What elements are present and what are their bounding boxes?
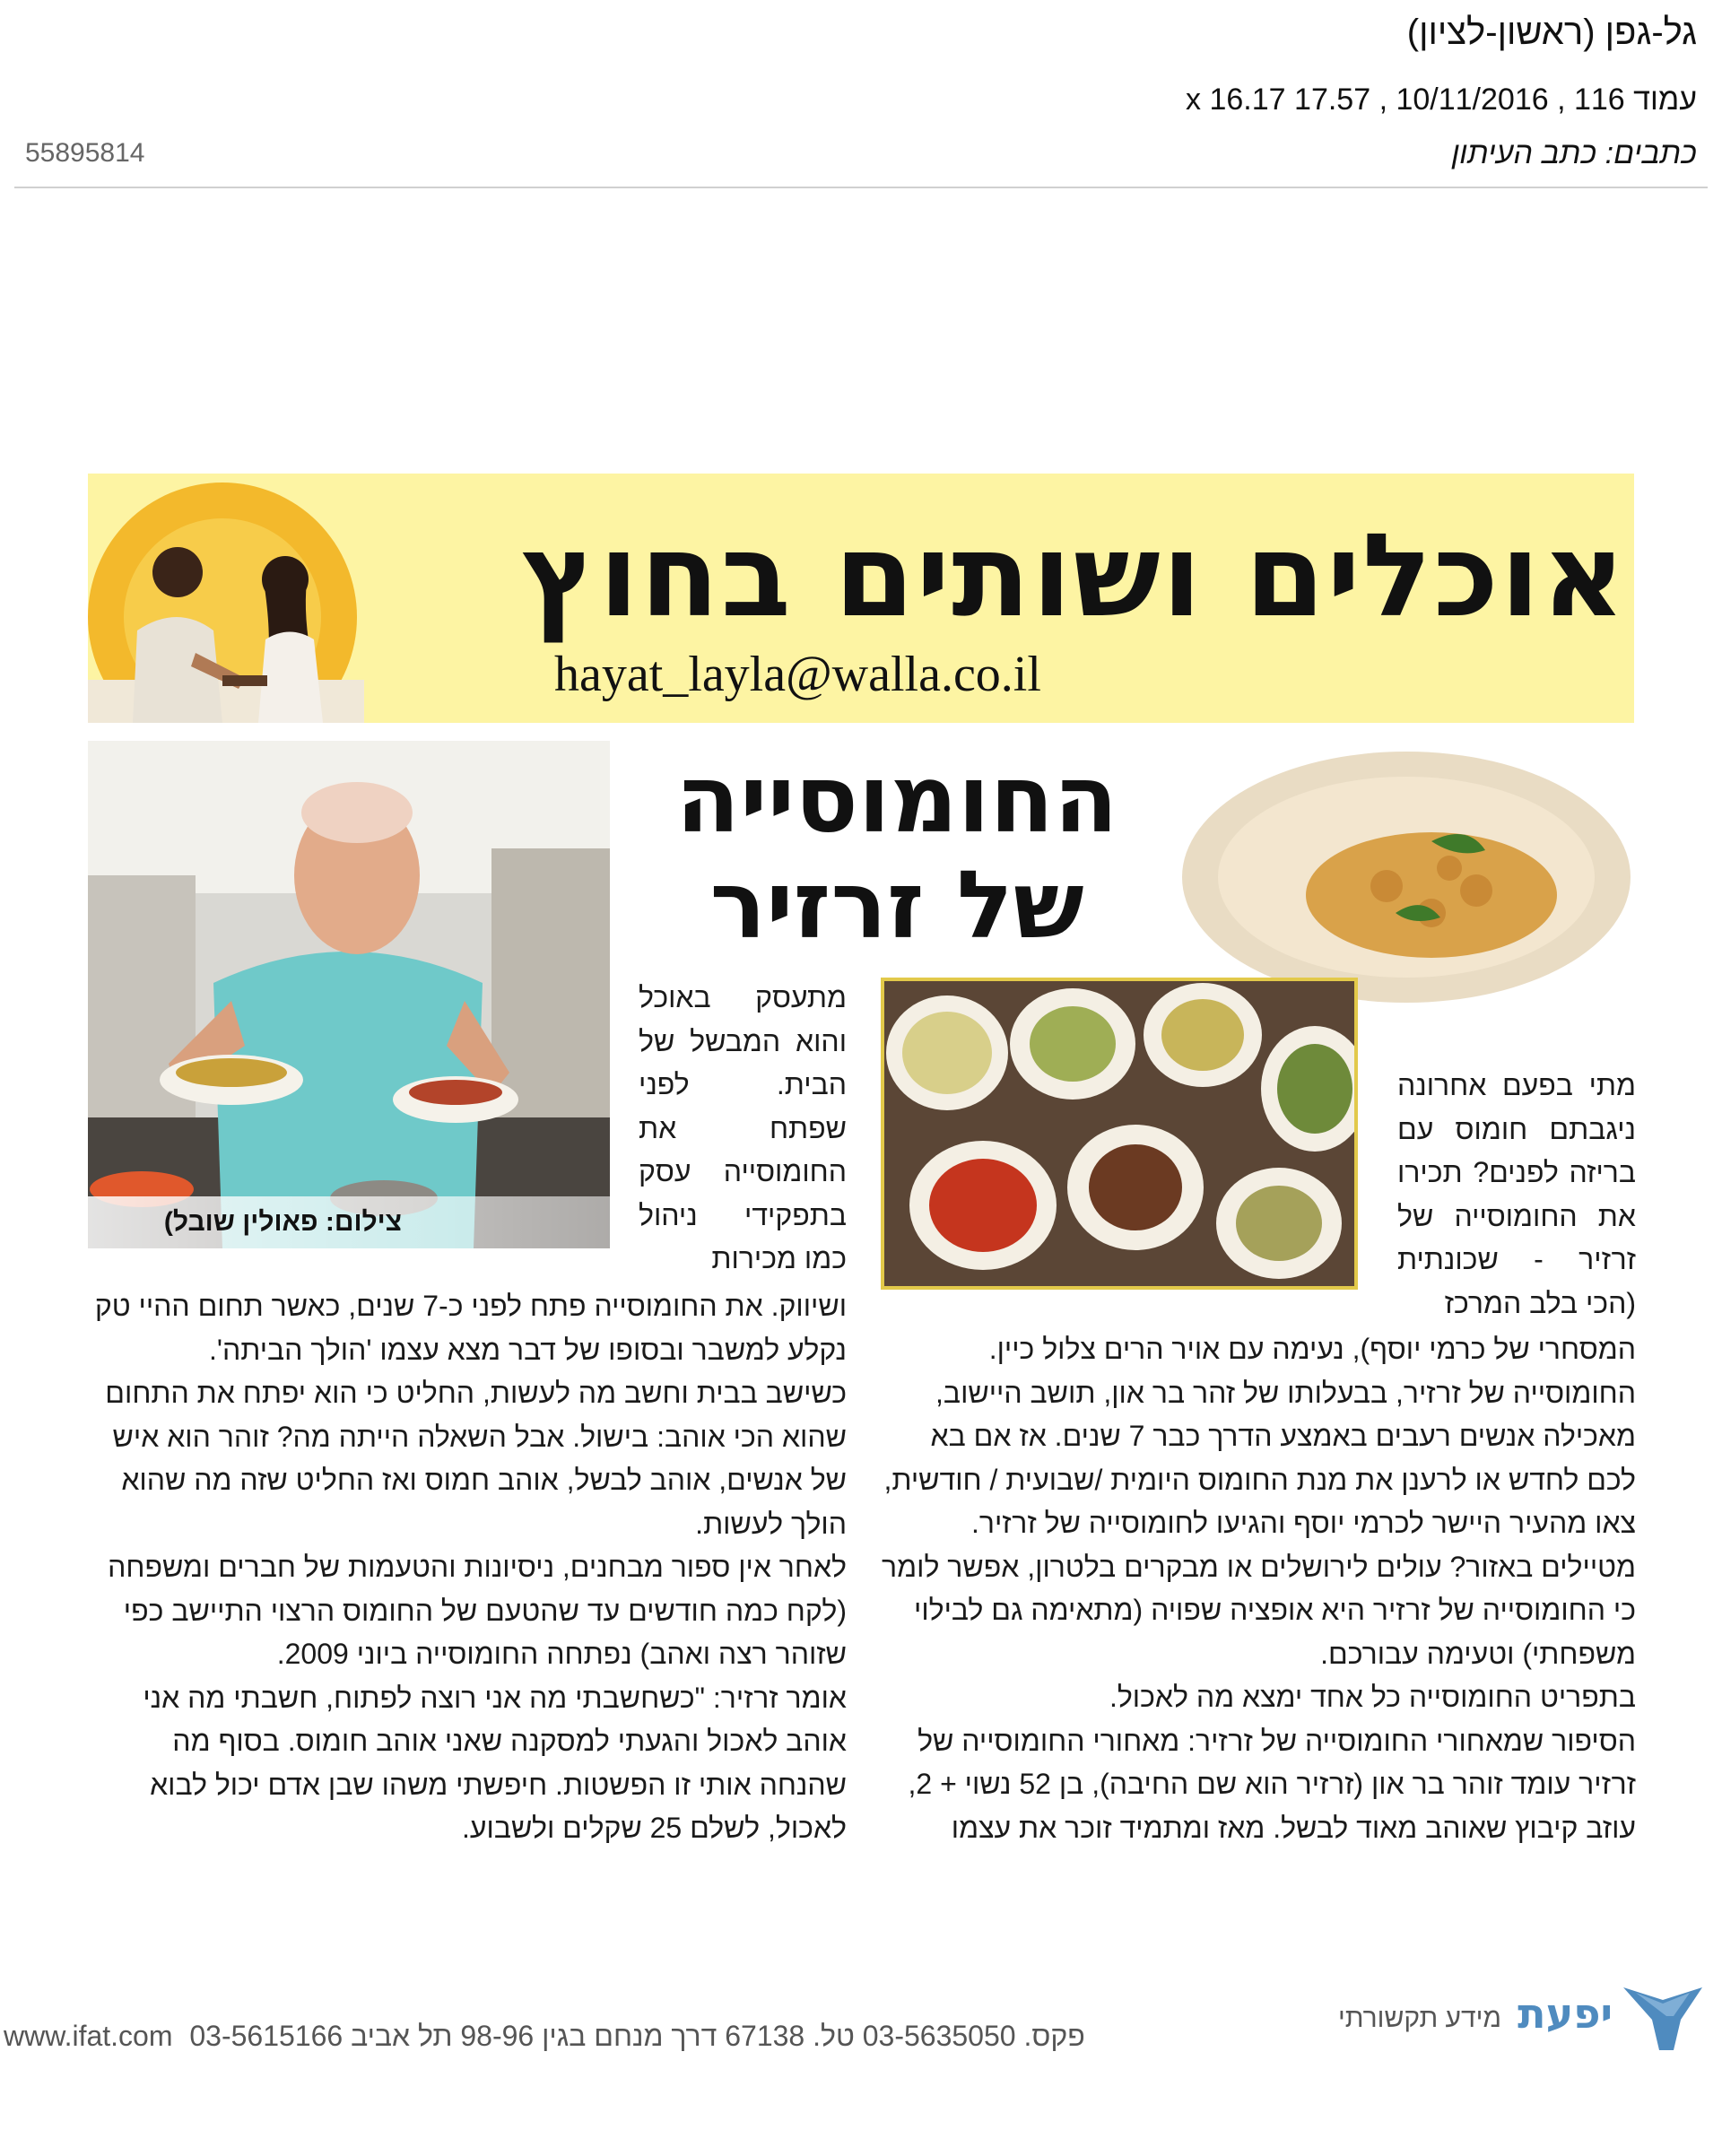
photo-credit: צילום: פאולין שובל) [88,1196,610,1248]
article-text-narrow-left [639,976,847,1281]
footer-url-link[interactable]: www.ifat.com [4,2020,173,2052]
headline-line-1: החומוסייה [675,744,1118,854]
footer-contact-line [4,2020,1085,2053]
paragraph: בתפריט החומוסייה כל אחד ימצא מה לאכול. [1109,1681,1636,1713]
clip-id: 55895814 [25,138,145,168]
section-title: אוכלים ושותים בחוץ [521,509,1627,643]
article-column-right [881,1327,1636,1849]
logo-tagline: מידע תקשורתי [1338,2004,1501,2033]
ifat-logo [1313,1980,1708,2052]
paragraph: מתי בפעם אחרונה ניגבתם חומוס עם בריזה לפנים? תכירו את החומוסייה של זרזיר - שכונתית (הכי בלב המרכז [1397,1069,1636,1319]
paragraph: הסיפור שמאחורי החומוסייה של זרזיר: מאחורי החומוסייה של זרזיר עומד זוהר בר און (זרזיר הוא שם החיבה), בן 52 נשוי + 2, עוזב קיבוץ שאוהב מאוד לבשל. מאז ומתמיד זוכר את עצמו [908,1724,1636,1844]
couple-photo [88,474,364,723]
paragraph: לאחר אין ספור מבחנים, ניסיונות והטעמות של חברים ומשפחה (לקח כמה חודשים עד שהטעם של החומוס הרצוי התיישב כפי שזוהר רצה ואהב) נפתחה החומוסייה ביוני 2009. [108,1551,847,1670]
paragraph: אומר זרזיר: "כשחשבתי מה אני רוצה לפתוח, חשבתי מה אני אוהב לאכול והגעתי למסקנה שאני אוהב חומוס. בסוף מה שהנחה אותי זו הפשטות. חיפשתי משהו שבן אדם יכול לבוא לאכול, לשלם 25 שקלים ולשבוע. [143,1681,847,1844]
section-banner [88,474,1634,723]
footer-contact: 03-5615166 פקס. 03-5635050 טל. 67138 דרך מנחם בגין 98-96 תל אביב [189,2020,1085,2052]
hummus-bowl-photo [1171,743,1634,1012]
page-meta: עמוד 116 , 10/11/2016 , 17.57 x 16.17 [1186,83,1697,117]
paragraph: כשישב בבית וחשב מה לעשות, החליט כי הוא יפתח את התחום שהוא הכי אוהב: בישול. אבל השאלה הייתה מה? זוהר הוא איש של אנשים, אוהב לבשל, אוהב חמוס ואז החליט שזה מה שהוא הולך לעשות. [105,1377,847,1540]
article-column-left [88,1284,847,1850]
paragraph: מתעסק באוכל והוא המבשל של הבית. לפני שפתח את החומוסייה עסק בתפקידי ניהול כמו מכירות [639,981,847,1274]
mezze-dishes-photo [881,978,1358,1290]
logo-name: יפעת [1518,1989,1613,2038]
section-email: hayat_layla@walla.co.il [554,647,1041,702]
headline-line-2: של זרזיר [709,850,1084,960]
ifat-logo-icon [1618,1980,1708,2052]
writer-credit: כתבים: כתב העיתון [1451,136,1697,170]
paragraph: ושיווק. את החומוסייה פתח לפני כ-7 שנים, כאשר תחום ההיי טק נקלע למשבר ובסופו של דבר מצא עצמו 'הולך הביתה'. [94,1290,847,1366]
header-divider [14,187,1708,188]
paragraph: מטיילים באזור? עולים לירושלים או מבקרים בלטרון, אפשר לומר כי החומוסייה של זרזיר היא אופציה שפויה (מתאימה גם לבילוי משפחתי) וטעימה עבורכם. [882,1550,1636,1670]
article-headline [628,746,1166,958]
paragraph: המסחרי של כרמי יוסף), נעימה עם אויר הרים צלול כיין. החומוסייה של זרזיר, בבעלותו של זהר בר און, תושב היישוב, מאכילה אנשים רעבים באמצע הדרך כבר 7 שנים. אז אם בא לכם לחדש או לרענן את מנת החומוס היומית /שבועית / חודשית, צאו מהעיר היישר לכרמי יוסף והגיעו לחומוסייה של זרזיר. [883,1333,1636,1539]
publication-name: גל-גפן (ראשון-לציון) [1406,13,1697,52]
article-text-narrow-right [1397,1064,1636,1325]
chef-photo [88,741,610,1248]
